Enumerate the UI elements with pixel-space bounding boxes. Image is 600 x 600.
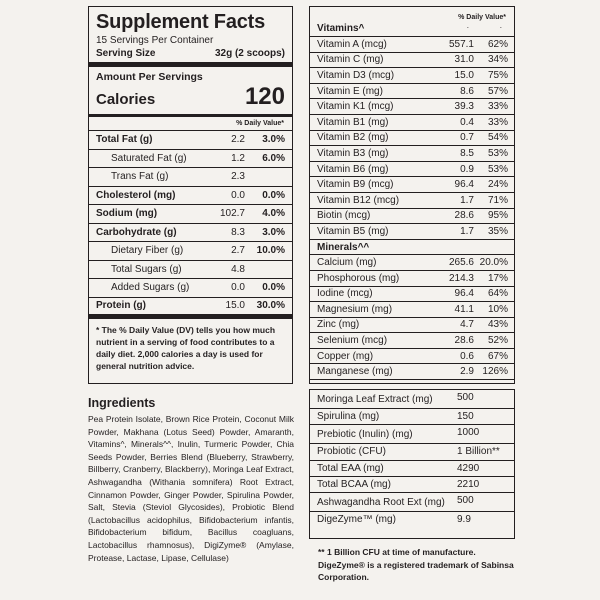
- nutrient-row: [89, 224, 292, 243]
- nutrient-amount: 15.0: [454, 69, 474, 81]
- nutrient-amount: 2.3: [231, 171, 245, 183]
- nutrient-dv: 62%: [487, 38, 508, 50]
- nutrient-name: Trans Fat (g): [111, 171, 169, 183]
- nutrient-amount: 15.0: [225, 300, 245, 311]
- nutrient-row: [310, 255, 514, 271]
- nutrient-amount: 1.7: [460, 225, 474, 237]
- nutrient-row: [310, 493, 514, 512]
- nutrient-amount: 0.0: [231, 189, 245, 201]
- nutrient-name: Vitamin B12 (mcg): [317, 194, 400, 206]
- header-dot: .: [466, 21, 469, 30]
- minerals-title: Minerals^^: [310, 240, 514, 256]
- nutrient-amount: 1.7: [460, 194, 474, 206]
- nutrient-row: [310, 177, 514, 193]
- nutrient-dv: 34%: [487, 54, 508, 66]
- nutrient-amount: 0.9: [460, 163, 474, 175]
- nutrient-row: [310, 444, 514, 460]
- nutrient-dv: 24%: [487, 179, 508, 191]
- nutrient-amount: 214.3: [448, 272, 474, 284]
- nutrient-name: Spirulina (mg): [317, 411, 380, 422]
- nutrient-amount: 2210: [457, 478, 480, 490]
- nutrient-row: [310, 271, 514, 287]
- daily-value-footnote: * The % Daily Value (DV) tells you how much nutrient in a serving of food contributes to a daily diet. 2,000 calories a day is used for general nutrition advice.: [96, 324, 276, 371]
- supplement-facts-panel: [88, 6, 293, 384]
- nutrient-row: [89, 168, 292, 187]
- nutrient-name: Magnesium (mg): [317, 303, 393, 315]
- nutrient-row: [310, 461, 514, 477]
- nutrient-name: Vitamin A (mcg): [317, 38, 387, 50]
- nutrient-row: [310, 131, 514, 147]
- nutrient-row: [310, 390, 514, 409]
- nutrient-amount: 1 Billion**: [457, 446, 500, 458]
- nutrient-name: Vitamin E (mg): [317, 85, 383, 97]
- nutrient-dv: 53%: [487, 163, 508, 175]
- nutrient-dv: 33%: [487, 101, 508, 113]
- nutrient-name: Added Sugars (g): [111, 282, 190, 294]
- nutrient-amount: 2.2: [231, 134, 245, 146]
- nutrient-name: Moringa Leaf Extract (mg): [317, 394, 433, 405]
- nutrient-row: [89, 131, 292, 150]
- nutrient-row: [89, 242, 292, 261]
- nutrient-name: Protein (g): [96, 300, 146, 311]
- nutrient-dv: 64%: [487, 288, 508, 300]
- nutrient-row: [310, 349, 514, 365]
- nutrient-name: Total EAA (mg): [317, 462, 384, 474]
- vitamins-title: Vitamins^: [317, 23, 365, 34]
- nutrient-amount: 0.4: [460, 116, 474, 128]
- serving-size-label: Serving Size: [96, 48, 156, 59]
- nutrient-dv: 3.0%: [262, 226, 285, 238]
- nutrient-name: Zinc (mg): [317, 319, 360, 331]
- vitamins-minerals-panel: [309, 6, 515, 384]
- nutrient-name: Total Fat (g): [96, 134, 153, 146]
- vitamins-dv-header: % Daily Value*: [458, 14, 506, 21]
- nutrient-dv: 33%: [487, 116, 508, 128]
- other-list: [310, 390, 514, 528]
- nutrient-dv: 71%: [487, 194, 508, 206]
- header-dot: .: [499, 21, 502, 30]
- nutrient-name: Ashwagandha Root Ext (mg): [317, 497, 445, 509]
- nutrient-name: Probiotic (CFU): [317, 446, 386, 458]
- nutrient-amount: 28.6: [454, 210, 474, 222]
- nutrient-row: [89, 279, 292, 298]
- nutrient-row: [310, 115, 514, 131]
- nutrient-dv: 52%: [487, 335, 508, 347]
- nutrient-amount: 0.7: [460, 132, 474, 144]
- facts-title: Supplement Facts: [96, 11, 266, 33]
- nutrient-amount: 28.6: [454, 335, 474, 347]
- nutrient-name: Carbohydrate (g): [96, 226, 177, 238]
- mineral-list: [310, 255, 514, 380]
- nutrient-amount: 41.1: [454, 303, 474, 315]
- nutrient-amount: 8.5: [460, 147, 474, 159]
- nutrient-amount: 150: [457, 411, 474, 422]
- nutrient-amount: 8.3: [231, 226, 245, 238]
- calories-label: Calories: [96, 91, 156, 108]
- nutrient-name: Dietary Fiber (g): [111, 245, 184, 257]
- nutrient-row: [310, 68, 514, 84]
- daily-value-header: % Daily Value*: [89, 117, 292, 131]
- nutrient-dv: 95%: [487, 210, 508, 222]
- ingredients-section: [88, 396, 294, 564]
- nutrient-row: [89, 205, 292, 224]
- nutrient-dv: 17%: [487, 272, 508, 284]
- nutrient-dv: 6.0%: [262, 152, 285, 164]
- nutrient-amount: 4.7: [460, 319, 474, 331]
- nutrient-amount: 102.7: [219, 208, 245, 220]
- nutrient-row: [310, 364, 514, 380]
- nutrient-amount: 2.9: [460, 366, 474, 378]
- nutrient-name: Calcium (mg): [317, 257, 377, 269]
- nutrient-dv: 57%: [487, 85, 508, 97]
- nutrient-dv: 35%: [487, 225, 508, 237]
- nutrient-amount: 1000: [457, 427, 480, 439]
- nutrient-amount: 2.7: [231, 245, 245, 257]
- nutrient-amount: 96.4: [454, 179, 474, 191]
- nutrient-name: Total BCAA (mg): [317, 478, 391, 490]
- nutrient-row: [89, 261, 292, 280]
- nutrient-name: Vitamin B1 (mg): [317, 116, 389, 128]
- nutrient-amount: 8.6: [460, 85, 474, 97]
- nutrient-name: Sodium (mg): [96, 208, 158, 220]
- nutrient-row: [310, 53, 514, 69]
- nutrient-name: Vitamin K1 (mcg): [317, 101, 394, 113]
- nutrient-dv: 75%: [487, 69, 508, 81]
- nutrient-dv: 3.0%: [262, 134, 285, 146]
- nutrient-row: [89, 298, 292, 319]
- nutrient-amount: 500: [457, 392, 474, 403]
- nutrient-row: [310, 193, 514, 209]
- nutrient-dv: 0.0%: [262, 189, 285, 201]
- nutrient-dv: 10.0%: [256, 245, 285, 257]
- nutrient-row: [310, 477, 514, 493]
- nutrient-name: Vitamin B2 (mg): [317, 132, 389, 144]
- nutrient-row: [310, 224, 514, 240]
- nutrient-row: [310, 162, 514, 178]
- nutrient-name: Total Sugars (g): [111, 263, 182, 275]
- nutrient-name: Prebiotic (Inulin) (mg): [317, 429, 413, 441]
- nutrient-dv: 0.0%: [262, 282, 285, 294]
- nutrient-row: [310, 146, 514, 162]
- nutrient-row: [310, 512, 514, 528]
- nutrient-name: Selenium (mcg): [317, 335, 388, 347]
- nutrient-amount: 500: [457, 495, 474, 507]
- nutrient-amount: 31.0: [454, 54, 474, 66]
- nutrient-row: [310, 99, 514, 115]
- nutrient-row: [89, 150, 292, 169]
- nutrient-row: [310, 84, 514, 100]
- vitamin-list: [310, 37, 514, 240]
- nutrient-dv: 20.0%: [479, 257, 508, 269]
- nutrient-row: [310, 318, 514, 334]
- nutrient-row: [310, 425, 514, 444]
- nutrient-amount: 4290: [457, 462, 480, 474]
- nutrient-row: [310, 37, 514, 53]
- servings-per-container: 15 Servings Per Container: [96, 35, 214, 46]
- nutrient-amount: 557.1: [448, 38, 474, 50]
- nutrient-amount: 265.6: [448, 257, 474, 269]
- nutrient-dv: 43%: [487, 319, 508, 331]
- nutrient-row: [310, 302, 514, 318]
- calories-row: [89, 83, 292, 117]
- nutrient-name: Saturated Fat (g): [111, 152, 187, 164]
- nutrient-dv: 4.0%: [262, 208, 285, 220]
- serving-size-value: 32g (2 scoops): [214, 48, 285, 59]
- nutrient-name: Cholesterol (mg): [96, 189, 176, 201]
- nutrient-amount: 96.4: [454, 288, 474, 300]
- nutrient-dv: 30.0%: [256, 300, 285, 311]
- nutrient-dv: 67%: [487, 350, 508, 362]
- nutrient-amount: 1.2: [231, 152, 245, 164]
- nutrient-name: Copper (mg): [317, 350, 374, 362]
- nutrient-dv: 126%: [482, 366, 508, 378]
- nutrient-row: [310, 333, 514, 349]
- nutrient-name: Manganese (mg): [317, 366, 393, 378]
- vitamins-header: [310, 7, 514, 37]
- nutrient-name: Phosphorous (mg): [317, 272, 400, 284]
- nutrient-dv: 10%: [487, 303, 508, 315]
- serving-size: [89, 46, 292, 67]
- nutrient-amount: 39.3: [454, 101, 474, 113]
- nutrient-row: [89, 187, 292, 206]
- nutrient-name: Vitamin D3 (mcg): [317, 69, 395, 81]
- nutrient-dv: 54%: [487, 132, 508, 144]
- nutrient-amount: 9.9: [457, 514, 471, 526]
- nutrient-amount: 0.6: [460, 350, 474, 362]
- nutrient-name: DigeZyme™ (mg): [317, 514, 396, 526]
- nutrient-name: Biotin (mcg): [317, 210, 371, 222]
- nutrient-row: [310, 209, 514, 225]
- nutrient-amount: 4.8: [231, 263, 245, 275]
- nutrient-row: [310, 287, 514, 303]
- nutrient-row: [310, 409, 514, 425]
- amount-per-serving: Amount Per Servings: [96, 71, 203, 83]
- nutrient-name: Vitamin B9 (mcg): [317, 179, 394, 191]
- nutrient-name: Vitamin B6 (mg): [317, 163, 389, 175]
- nutrient-name: Iodine (mcg): [317, 288, 373, 300]
- calories-value: 120: [244, 83, 285, 110]
- nutrient-name: Vitamin B3 (mg): [317, 147, 389, 159]
- ingredients-text: Pea Protein Isolate, Brown Rice Protein, Coconut Milk Powder, Makhana (Lotus Seed) Powder, Amaranth, Vitamins^, Minerals^^, Inulin, Turmeric Powder, Chia Seeds Powder, Berries Blend (Blueberry, Strawberry, Billberry, Cranberry, Blackberry), Moringa Leaf Extract, Ashwagandha (Withania somnifera) Root Extract, Cinnamon Powder, Ginger Powder, Spirulina Powder, Salt, Stevia (Steviol Glycosides), Probiotic Blend (Lactobacillus acidophilus, Bifidobacterium infantis, Bifidobacterium bifidum, Bacillus coagluans, Lactobacillus rhamnosus), DigiZyme® (Amylase, Protease, Lactase, Lipase, Cellulase): [88, 414, 294, 563]
- nutrient-name: Vitamin C (mg): [317, 54, 384, 66]
- nutrient-amount: 0.0: [231, 282, 245, 294]
- cfu-trademark-note: ** 1 Billion CFU at time of manufacture. DigeZyme® is a registered trademark of Sabinsa Corporation.: [318, 547, 514, 582]
- nutrient-dv: 53%: [487, 147, 508, 159]
- ingredients-title: Ingredients: [88, 396, 156, 410]
- other-ingredients-panel: [309, 389, 515, 539]
- nutrient-name: Vitamin B5 (mg): [317, 225, 389, 237]
